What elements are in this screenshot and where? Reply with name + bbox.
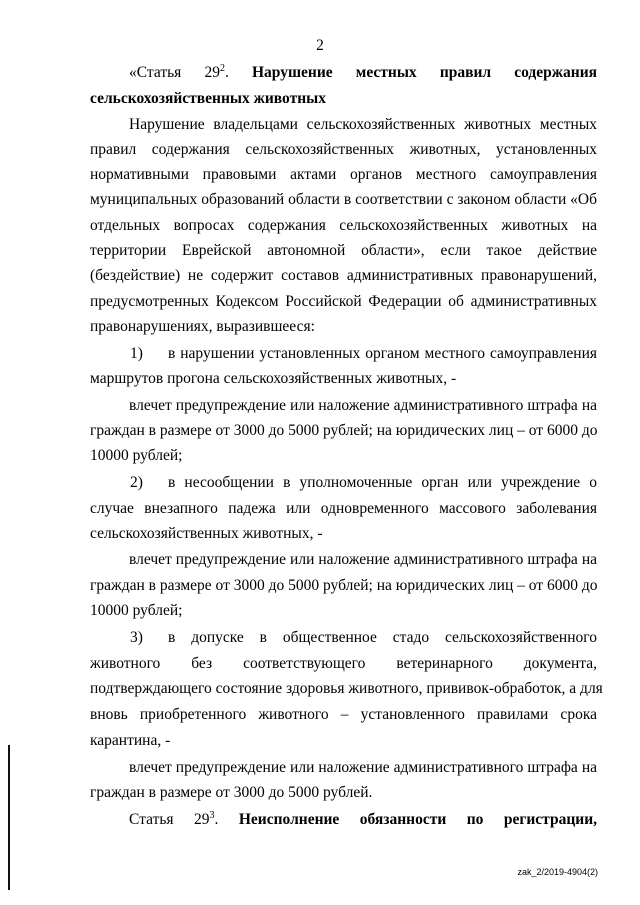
item-2-line: сельскохозяйственных животных, - (90, 525, 323, 542)
item-3-line: вновь приобретенного животного – установленного правилами срока (90, 706, 597, 723)
item-3-number: 3) (130, 629, 143, 646)
article-number: $29^3$. (194, 810, 219, 828)
penalty-2-line: влечет предупреждение или наложение административного штрафа на (129, 551, 597, 568)
intro-line: правил содержания сельскохозяйственных животных, установленных (90, 141, 597, 158)
penalty-3-line: влечет предупреждение или наложение административного штрафа на (129, 759, 597, 776)
item-1-line: в нарушении установленных органом местного самоуправления (168, 345, 597, 362)
penalty-1-line: влечет предупреждение или наложение административного штрафа на (129, 397, 597, 414)
item-3-line: животного без соответствующего ветеринарного документа, (90, 655, 597, 672)
intro-line: правонарушениях, выразившееся: (90, 318, 315, 335)
item-3-line: карантина, - (90, 732, 171, 749)
item-3-line: подтверждающего состояние здоровья животного, прививок-обработок, а для (90, 680, 603, 697)
intro-line: отдельных вопросах содержания сельскохозяйственных животных на (90, 217, 597, 234)
intro-line: (бездействие) не содержит составов административных правонарушений, (90, 267, 597, 284)
article-29-2-heading (129, 63, 597, 83)
intro-line: муниципальных образований области в соответствии с законом области «Об (90, 191, 597, 208)
intro-line: предусмотренных Кодексом Российской Федерации об административных (90, 293, 597, 310)
item-1-line: маршрутов прогона сельскохозяйственных животных, - (90, 370, 457, 387)
article-title-line2: сельскохозяйственных животных (90, 90, 326, 107)
article-number: $29^2$. (204, 63, 229, 81)
penalty-1-line: граждан в размере от 3000 до 5000 рублей; на юридических лиц – от 6000 до (90, 422, 598, 439)
penalty-3-line: граждан в размере от 3000 до 5000 рублей. (90, 784, 373, 801)
penalty-1-line: 10000 рублей; (90, 447, 183, 464)
item-2-line: в несообщении в уполномоченные орган или учреждение о (168, 474, 597, 491)
item-2-line: случае внезапного падежа или одновременного массового заболевания (90, 500, 597, 517)
intro-line: нормативными правовыми актами органов местного самоуправления (90, 166, 597, 183)
document-code: zak_2/2019-4904(2) (517, 867, 598, 877)
penalty-2-line: 10000 рублей; (90, 602, 183, 619)
article-title: Неисполнение обязанности по регистрации, (238, 811, 598, 828)
margin-line (8, 745, 10, 890)
item-3-line: в допуске в общественное стадо сельскохозяйственного (168, 629, 597, 646)
item-1-number: 1) (130, 345, 143, 362)
item-2-number: 2) (130, 474, 143, 491)
article-title-line1: Нарушение местных правил содержания (251, 64, 598, 81)
penalty-2-line: граждан в размере от 3000 до 5000 рублей; на юридических лиц – от 6000 до (90, 577, 598, 594)
article-prefix: Статья (129, 811, 174, 828)
intro-line: Нарушение владельцами сельскохозяйственных животных местных (129, 116, 597, 133)
intro-line: территории Еврейской автономной области», если такое действие (90, 242, 597, 259)
article-29-3-heading (129, 810, 597, 830)
page-number: 2 (316, 37, 324, 54)
article-prefix: «Статья (129, 64, 182, 81)
